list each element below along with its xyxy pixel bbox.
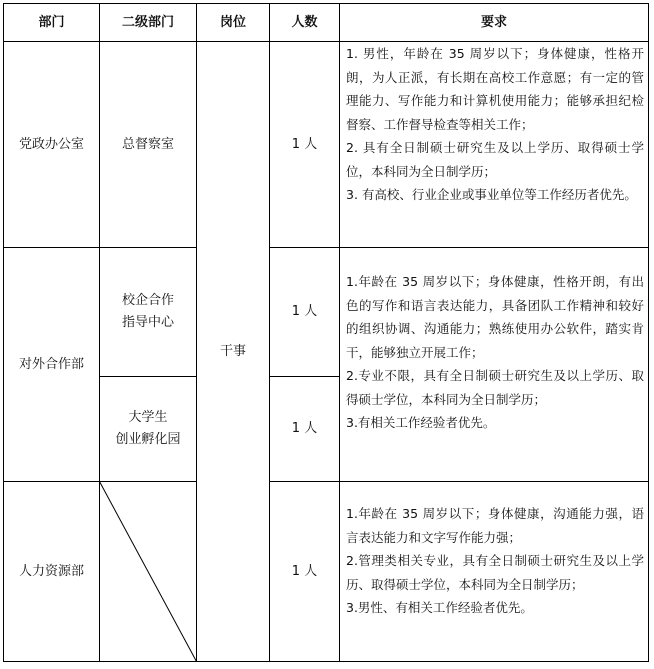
row2-req-2: 2.专业不限，具有全日制硕士研究生及以上学历、取得硕士学位，本科同为全日制学历； bbox=[346, 368, 644, 407]
row3-req-3: 3.男性、有相关工作经验者优先。 bbox=[346, 600, 533, 615]
row1-count: 1 人 bbox=[291, 136, 318, 152]
row1-req-3: 3. 有高校、行业企业或事业单位等工作经历者优先。 bbox=[346, 187, 637, 202]
row1-req-2: 2. 具有全日制硕士研究生及以上学历、取得硕士学位，本科同为全日制学历； bbox=[346, 140, 644, 179]
row2-sub-department-1: 校企合作 指导中心 bbox=[121, 293, 174, 330]
header-requirements: 要求 bbox=[480, 14, 507, 30]
row2-req-3: 3.有相关工作经验者优先。 bbox=[346, 415, 496, 430]
row1-department: 党政办公室 bbox=[18, 136, 84, 152]
row1-req-1: 1. 男性，年龄在 35 周岁以下；身体健康，性格开朗，为人正派，有长期在高校工作意愿；有一定的管理能力、写作能力和计算机使用能力；能够承担纪检督察、工作督导检查等相关工作； bbox=[346, 46, 644, 132]
row2-count-1: 1 人 bbox=[291, 304, 318, 319]
header-count: 人数 bbox=[291, 14, 318, 30]
row2-department: 对外合作部 bbox=[18, 356, 84, 372]
row3-requirements bbox=[340, 482, 648, 661]
row2-requirements bbox=[340, 248, 648, 481]
row3-count: 1 人 bbox=[291, 563, 318, 579]
row3-department: 人力资源部 bbox=[18, 563, 84, 579]
header-sub-department: 二级部门 bbox=[121, 14, 174, 30]
position-cell: 干事 bbox=[219, 343, 246, 359]
row2-req-1: 1.年龄在 35 周岁以下；身体健康，性格开朗，有出色的写作和语言表达能力，具备团队工作精神和较好的组织协调、沟通能力；熟练使用办公软件，踏实肯干，能够独立开展工作； bbox=[346, 274, 644, 360]
row2-count-2: 1 人 bbox=[291, 421, 318, 436]
row2-sub-department-2: 大学生 创业孵化园 bbox=[115, 410, 181, 447]
empty-cell-diagonal bbox=[100, 482, 197, 662]
row3-req-1: 1.年龄在 35 周岁以下；身体健康，沟通能力强，语言表达能力和文字写作能力强； bbox=[346, 506, 644, 545]
header-department: 部门 bbox=[38, 14, 65, 30]
row1-requirements bbox=[340, 42, 648, 247]
header-position: 岗位 bbox=[219, 14, 246, 30]
row1-sub-department: 总督察室 bbox=[121, 136, 174, 152]
row3-req-2: 2.管理类相关专业，具有全日制硕士研究生及以上学历、取得硕士学位，本科同为全日制学历； bbox=[346, 553, 644, 592]
